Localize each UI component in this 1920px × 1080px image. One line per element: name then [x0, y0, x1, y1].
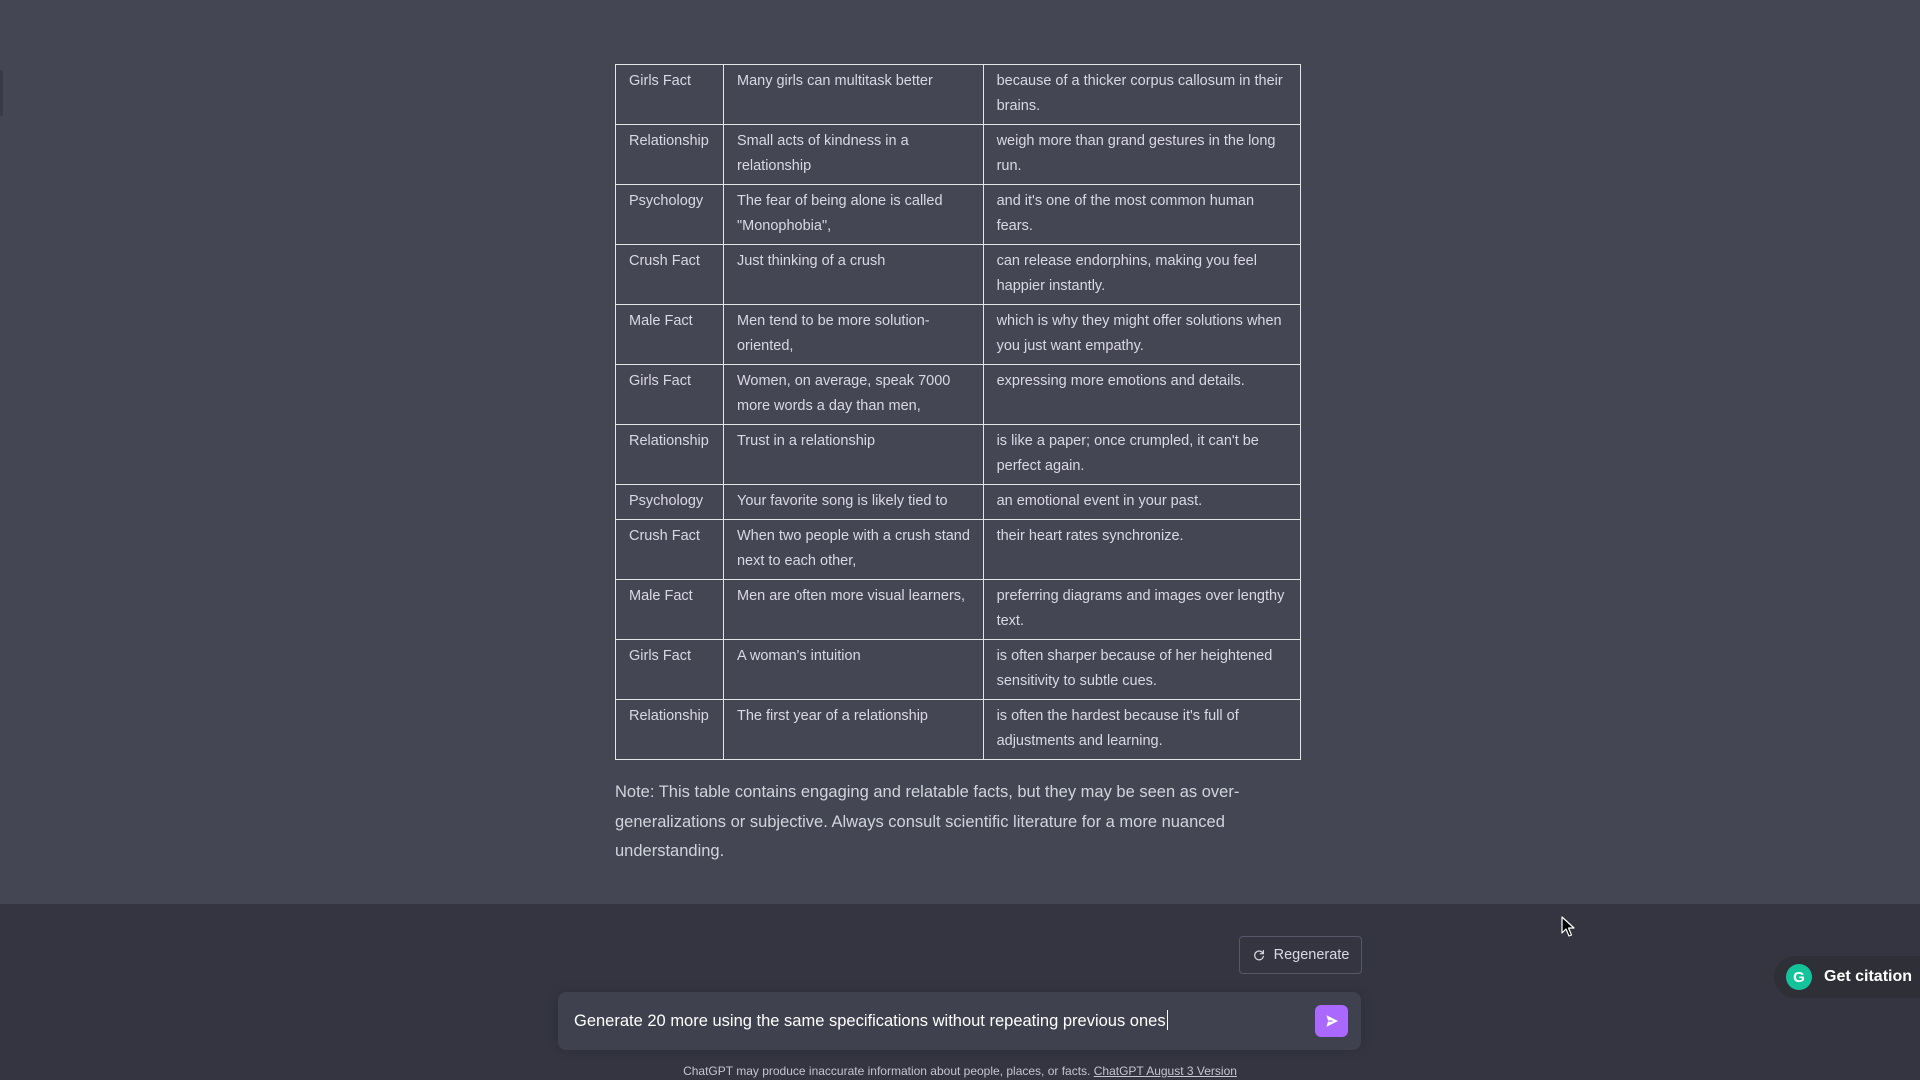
fact-start-cell: Trust in a relationship	[723, 425, 983, 485]
fact-end-cell: is often sharper because of her heightened sensitivity to subtle cues.	[983, 640, 1300, 700]
send-icon	[1324, 1013, 1340, 1029]
get-citation-label: Get citation	[1824, 968, 1913, 985]
table-row	[616, 425, 1301, 485]
fact-start-cell: Your favorite song is likely tied to	[723, 485, 983, 520]
category-cell: Relationship	[616, 700, 724, 760]
fact-start-cell: A woman's intuition	[723, 640, 983, 700]
fact-start-cell: When two people with a crush stand next to each other,	[723, 520, 983, 580]
get-citation-button[interactable]	[1774, 956, 1920, 998]
category-cell: Relationship	[616, 425, 724, 485]
table-row	[616, 485, 1301, 520]
table-row	[616, 520, 1301, 580]
table-row	[616, 640, 1301, 700]
fact-end-cell: an emotional event in your past.	[983, 485, 1300, 520]
table-row	[616, 305, 1301, 365]
fact-end-cell: is like a paper; once crumpled, it can't be perfect again.	[983, 425, 1300, 485]
fact-end-cell: preferring diagrams and images over lengthy text.	[983, 580, 1300, 640]
fact-start-cell: Women, on average, speak 7000 more words a day than men,	[723, 365, 983, 425]
fact-end-cell: expressing more emotions and details.	[983, 365, 1300, 425]
version-link[interactable]: ChatGPT August 3 Version	[1093, 1064, 1237, 1078]
disclaimer-text: ChatGPT may produce inaccurate information about people, places, or facts.	[683, 1064, 1094, 1078]
fact-end-cell: and it's one of the most common human fears.	[983, 185, 1300, 245]
fact-start-cell: Small acts of kindness in a relationship	[723, 125, 983, 185]
sidebar-edge	[0, 70, 3, 116]
fact-start-cell: The fear of being alone is called "Monophobia",	[723, 185, 983, 245]
prompt-input-box[interactable]	[558, 992, 1361, 1050]
text-caret	[1167, 1010, 1169, 1030]
category-cell: Male Fact	[616, 580, 724, 640]
category-cell: Male Fact	[616, 305, 724, 365]
prompt-input-text: Generate 20 more using the same specifications without repeating previous ones	[574, 1012, 1166, 1030]
regenerate-button[interactable]	[1239, 936, 1362, 974]
table-row	[616, 65, 1301, 125]
fact-start-cell: Just thinking of a crush	[723, 245, 983, 305]
fact-end-cell: because of a thicker corpus callosum in their brains.	[983, 65, 1300, 125]
category-cell: Girls Fact	[616, 365, 724, 425]
send-button[interactable]	[1315, 1005, 1348, 1037]
table-note: Note: This table contains engaging and relatable facts, but they may be seen as over-generalizations or subjective. Always consult scientific literature for a more nuanced understanding.	[615, 783, 1240, 860]
category-cell: Relationship	[616, 125, 724, 185]
disclaimer	[0, 1064, 1920, 1078]
table-row	[616, 700, 1301, 760]
facts-table	[615, 64, 1301, 760]
table-row	[616, 580, 1301, 640]
table-row	[616, 365, 1301, 425]
table-row	[616, 185, 1301, 245]
fact-end-cell: their heart rates synchronize.	[983, 520, 1300, 580]
facts-table-body	[616, 65, 1301, 760]
category-cell: Psychology	[616, 485, 724, 520]
prompt-input[interactable]	[574, 1010, 1168, 1031]
fact-end-cell: which is why they might offer solutions when you just want empathy.	[983, 305, 1300, 365]
regenerate-label: Regenerate	[1273, 947, 1350, 963]
category-cell: Psychology	[616, 185, 724, 245]
category-cell: Crush Fact	[616, 245, 724, 305]
refresh-icon	[1252, 948, 1266, 962]
fact-end-cell: is often the hardest because it's full of adjustments and learning.	[983, 700, 1300, 760]
category-cell: Girls Fact	[616, 640, 724, 700]
fact-end-cell: can release endorphins, making you feel happier instantly.	[983, 245, 1300, 305]
grammarly-icon: G	[1786, 964, 1812, 990]
mouse-cursor-icon	[1561, 916, 1575, 938]
fact-start-cell: The first year of a relationship	[723, 700, 983, 760]
fact-start-cell: Men are often more visual learners,	[723, 580, 983, 640]
category-cell: Crush Fact	[616, 520, 724, 580]
category-cell: Girls Fact	[616, 65, 724, 125]
table-row	[616, 125, 1301, 185]
fact-start-cell: Men tend to be more solution-oriented,	[723, 305, 983, 365]
fact-start-cell: Many girls can multitask better	[723, 65, 983, 125]
fact-end-cell: weigh more than grand gestures in the long run.	[983, 125, 1300, 185]
table-row	[616, 245, 1301, 305]
